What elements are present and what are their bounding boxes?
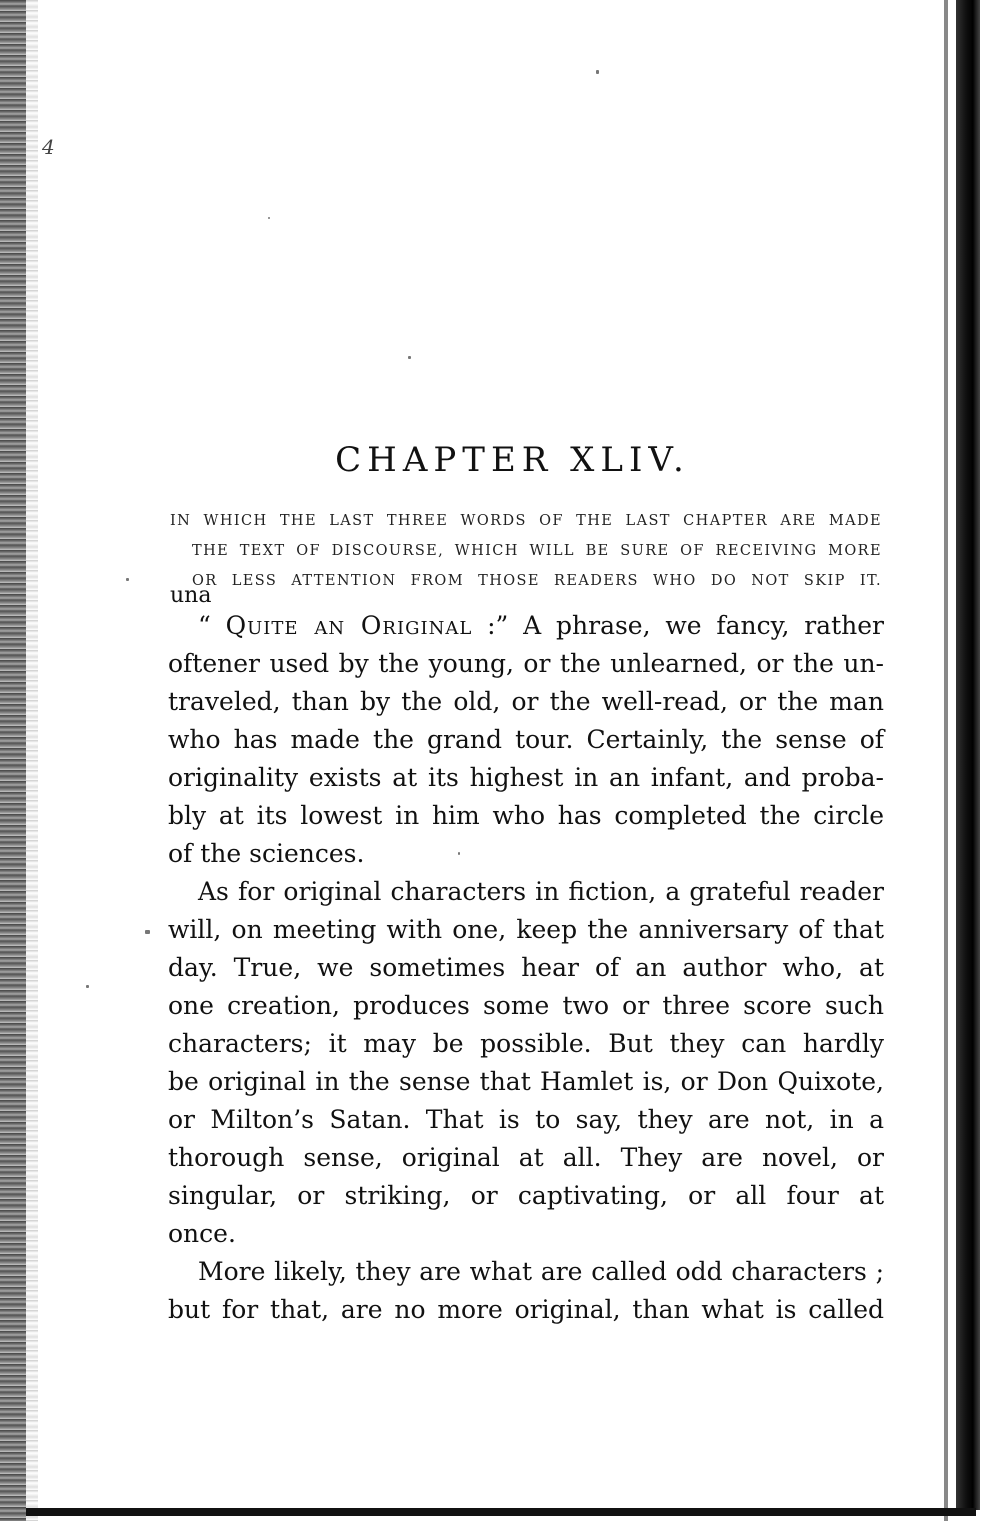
chapter-heading: CHAPTER XLIV. bbox=[335, 440, 690, 480]
page-edge-line bbox=[944, 0, 948, 1521]
quote-open: “ bbox=[198, 611, 226, 640]
text-line: but for that, are no more original, than what is called bbox=[168, 1295, 884, 1324]
margin-mark: 4 bbox=[42, 135, 55, 159]
quote-title: Quite an Original bbox=[225, 611, 473, 640]
page-edge-right bbox=[956, 0, 980, 1510]
text-line: who has made the grand tour. Certainly, the sense of bbox=[168, 725, 884, 754]
text-line: As for original characters in fiction, a grateful reader bbox=[198, 877, 884, 906]
text-line: More likely, they are what are called odd characters ; bbox=[198, 1257, 884, 1286]
text-line: of the sciences. bbox=[168, 839, 365, 868]
scan-speck bbox=[145, 930, 150, 934]
scan-speck bbox=[126, 578, 129, 581]
page-edge-bottom bbox=[26, 1508, 976, 1516]
quote-close: :” bbox=[472, 611, 524, 640]
chapter-summary bbox=[170, 506, 882, 596]
text-line: will, on meeting with one, keep the anniversary of that bbox=[168, 915, 884, 944]
scan-speck bbox=[268, 217, 270, 219]
text-line: once. bbox=[168, 1219, 236, 1248]
summary-line: THE TEXT OF DISCOURSE, WHICH WILL BE SURE OF RECEIVING MORE bbox=[192, 543, 882, 559]
summary-line: IN WHICH THE LAST THREE WORDS OF THE LAST CHAPTER ARE MADE bbox=[170, 513, 882, 529]
text-line: oftener used by the young, or the unlearned, or the un- bbox=[168, 649, 884, 678]
summary-line: OR LESS ATTENTION FROM THOSE READERS WHO DO NOT SKIP IT. bbox=[192, 573, 882, 589]
scan-speck bbox=[596, 70, 599, 74]
first-line-rest: A phrase, we fancy, rather bbox=[523, 611, 884, 640]
text-line: traveled, than by the old, or the well-read, or the man bbox=[168, 687, 884, 716]
paragraph-first-line bbox=[168, 607, 884, 645]
chapter-body bbox=[168, 607, 884, 1329]
text-line: day. True, we sometimes hear of an author who, at bbox=[168, 953, 884, 982]
text-line: singular, or striking, or captivating, or all four at bbox=[168, 1181, 884, 1210]
stray-annotation: una bbox=[170, 583, 212, 608]
scan-speck bbox=[408, 356, 411, 359]
text-line: originality exists at its highest in an infant, and proba- bbox=[168, 763, 884, 792]
text-line: be original in the sense that Hamlet is, or Don Quixote, bbox=[168, 1067, 884, 1096]
page-gutter-shadow bbox=[0, 0, 26, 1521]
scan-speck bbox=[86, 985, 89, 988]
text-line: characters; it may be possible. But they can hardly bbox=[168, 1029, 884, 1058]
text-line: or Milton’s Satan. That is to say, they are not, in a bbox=[168, 1105, 884, 1134]
page-gutter-fade bbox=[26, 0, 38, 1521]
text-line: bly at its lowest in him who has completed the circle bbox=[168, 801, 884, 830]
text-line: one creation, produces some two or three score such bbox=[168, 991, 884, 1020]
text-line: thorough sense, original at all. They are novel, or bbox=[168, 1143, 884, 1172]
